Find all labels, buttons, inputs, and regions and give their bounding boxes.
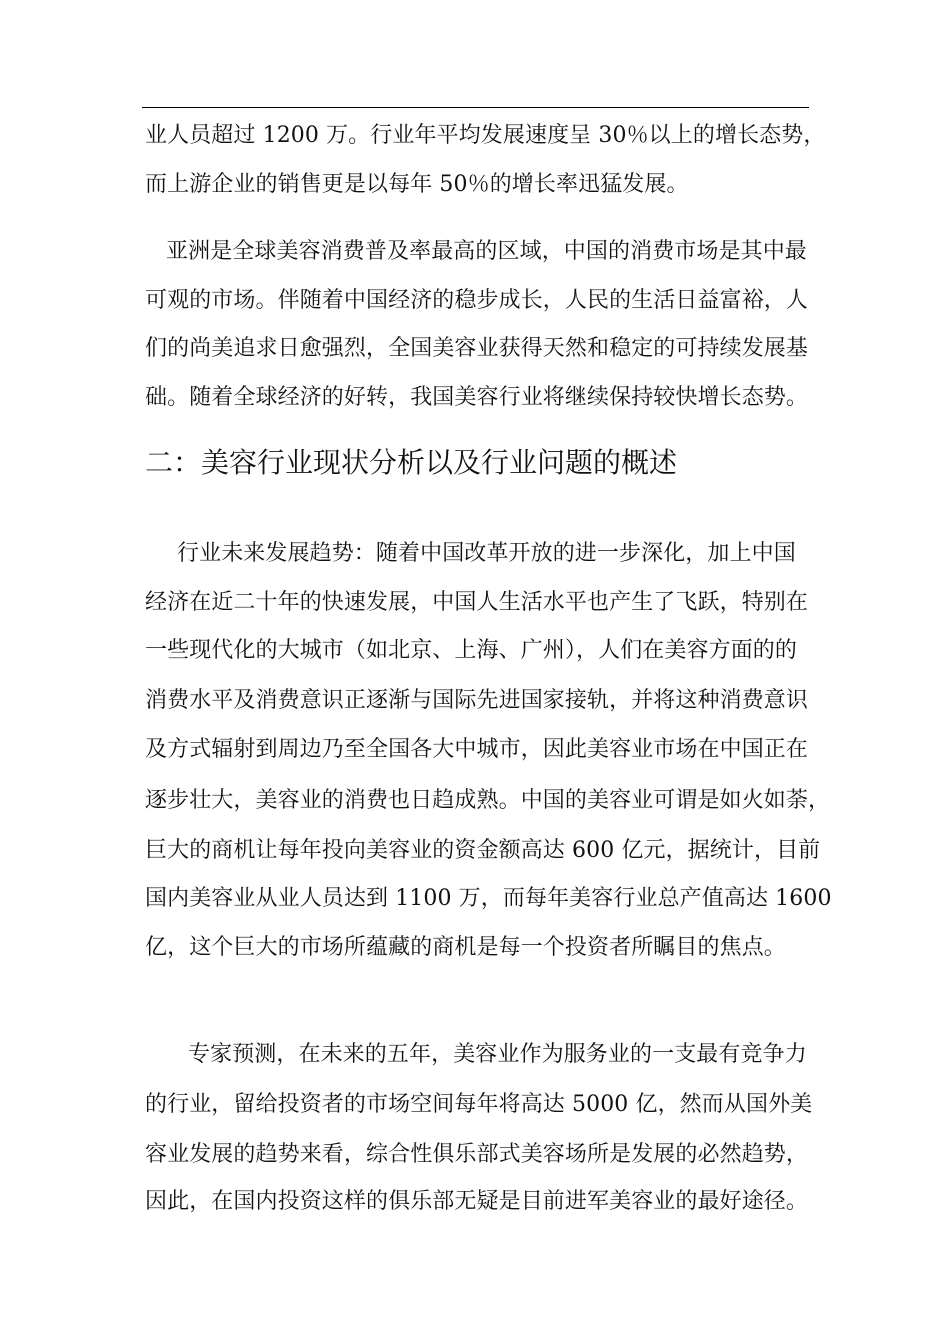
paragraph-1-line-1: 业人员超过 1200 万。行业年平均发展速度呈 30％以上的增长态势， bbox=[145, 123, 826, 148]
paragraph-3-line-1: 行业未来发展趋势：随着中国改革开放的进一步深化，加上中国 bbox=[177, 541, 796, 566]
paragraph-2-line-4: 础。随着全球经济的好转，我国美容行业将继续保持较快增长态势。 bbox=[145, 385, 809, 410]
paragraph-3-line-6: 逐步壮大，美容业的消费也日趋成熟。中国的美容业可谓是如火如荼， bbox=[145, 788, 831, 813]
paragraph-3-line-9: 亿，这个巨大的市场所蕴藏的商机是每一个投资者所瞩目的焦点。 bbox=[145, 935, 786, 960]
paragraph-4-line-2: 的行业，留给投资者的市场空间每年将高达 5000 亿，然而从国外美 bbox=[145, 1092, 813, 1117]
paragraph-3-line-7: 巨大的商机让每年投向美容业的资金额高达 600 亿元，据统计，目前 bbox=[145, 838, 821, 863]
paragraph-4-line-1: 专家预测，在未来的五年，美容业作为服务业的一支最有竞争力 bbox=[188, 1042, 807, 1067]
paragraph-2-line-1: 亚洲是全球美容消费普及率最高的区域，中国的消费市场是其中最 bbox=[166, 239, 807, 264]
paragraph-1-line-2: 而上游企业的销售更是以每年 50％的增长率迅猛发展。 bbox=[145, 172, 689, 197]
paragraph-3-line-5: 及方式辐射到周边乃至全国各大中城市，因此美容业市场在中国正在 bbox=[145, 737, 809, 762]
paragraph-3-line-8: 国内美容业从业人员达到 1100 万，而每年美容行业总产值高达 1600 bbox=[145, 886, 832, 911]
paragraph-3-line-4: 消费水平及消费意识正逐渐与国际先进国家接轨，并将这种消费意识 bbox=[145, 688, 809, 713]
paragraph-4-line-3: 容业发展的趋势来看，综合性俱乐部式美容场所是发展的必然趋势， bbox=[145, 1142, 809, 1167]
header-rule bbox=[142, 107, 809, 108]
paragraph-4-line-4: 因此，在国内投资这样的俱乐部无疑是目前进军美容业的最好途径。 bbox=[145, 1189, 809, 1214]
paragraph-3-line-2: 经济在近二十年的快速发展，中国人生活水平也产生了飞跃，特别在 bbox=[145, 590, 809, 615]
paragraph-3-line-3: 一些现代化的大城市（如北京、上海、广州），人们在美容方面的的 bbox=[145, 638, 798, 663]
section-heading: 二：美容行业现状分析以及行业问题的概述 bbox=[145, 446, 678, 479]
paragraph-2-line-3: 们的尚美追求日愈强烈，全国美容业获得天然和稳定的可持续发展基 bbox=[145, 336, 809, 361]
paragraph-2-line-2: 可观的市场。伴随着中国经济的稳步成长，人民的生活日益富裕，人 bbox=[145, 288, 809, 313]
